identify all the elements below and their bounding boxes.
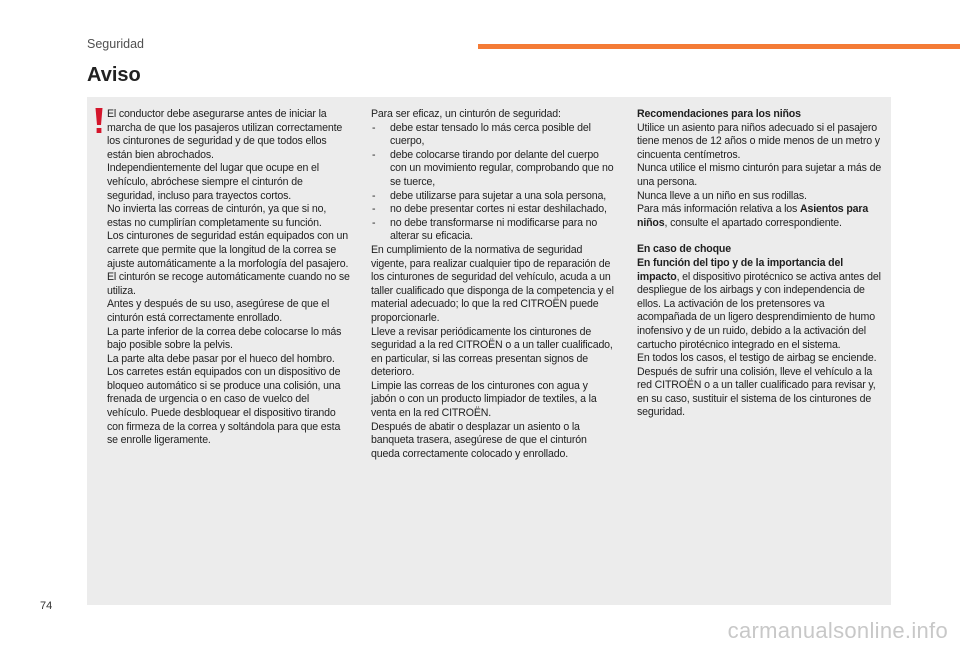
text-run: , consulte el apartado correspondiente. [664,216,842,229]
section-label: Seguridad [87,37,144,51]
list-intro: Para ser eficaz, un cinturón de seguridad: [371,108,561,120]
paragraph: El conductor debe asegurarse antes de iniciar la marcha de que los pasajeros utilizan correctamente los cinturones de seguridad y de que todos ellos están bien abrochados. [107,108,343,161]
paragraph: Los cinturones de seguridad están equipados con un carrete que permite que la longitud de la correa se ajuste automáticamente a la morfología del pasajero. El cinturón se recoge automáticamente cuando no se utiliza. [107,230,350,297]
paragraph: La parte alta debe pasar por el hueco del hombro. [107,352,335,365]
list-item: - debe colocarse tirando por delante del cuerpo con un movimiento regular, comprobando que no se tuerce, [371,149,614,190]
impact-subheading: En función del tipo y de la importancia del impacto [637,256,844,283]
page-title: Aviso [87,64,141,86]
paragraph [637,203,884,230]
paragraph: No invierta las correas de cinturón, ya que si no, estas no cumplirían completamente su función. [107,203,327,229]
section-accent-bar [478,44,960,49]
paragraph: Lleve a revisar periódicamente los cinturones de seguridad a la red CITROËN o a un taller cualificado, en particular, si las correas presentan signos de deterioro. [371,325,613,379]
paragraph [637,257,884,352]
warning-column-2 [371,108,614,461]
warning-column-1 [107,108,352,448]
watermark: carmanualsonline.info [727,618,948,643]
page-number: 74 [40,600,53,612]
paragraph: La parte inferior de la correa debe colocarse lo más bajo posible sobre la pelvis. [107,325,342,352]
kids-heading: Recomendaciones para los niños [637,108,801,120]
paragraph: Los carretes están equipados con un dispositivo de bloqueo automático si se produce una colisión, una frenada de urgencia o en caso de vuelco del vehículo. Puede desbloquear el dispositivo tirando con firmeza de la correa y soltándola para que esta se enrolle ligeramente. [107,366,341,447]
warning-column-3 [637,108,884,420]
paragraph: En cumplimiento de la normativa de seguridad vigente, para realizar cualquier tipo de reparación de los cinturones de seguridad del vehículo, acuda a un taller cualificado que disponga de la competencia y el material adecuado; lo que la red CITROËN puede proporcionarle. [371,243,614,324]
exclamation-icon [94,108,104,134]
child-seats-reference: Asientos para niños [637,203,869,229]
paragraph: Independientemente del lugar que ocupe en el vehículo, abróchese siempre el cinturón de seguridad, incluso para trayectos cortos. [107,162,319,202]
text-run: Para más información relativa a los [637,203,800,216]
paragraph: Utilice un asiento para niños adecuado si el pasajero tiene menos de 12 años o mide menos de un metro y cincuenta centímetros. [637,121,880,161]
paragraph: Limpie las correas de los cinturones con agua y jabón o con un producto limpiador de textiles, a la venta en la red CITROËN. [371,379,597,420]
paragraph: Después de sufrir una colisión, lleve el vehículo a la red CITROËN o a un taller cualificado para revisar y, en su caso, sustituir el sistema de los cinturones de seguridad. [637,365,876,419]
list-item: - no debe presentar cortes ni estar deshilachado, [371,203,614,217]
list-item: - no debe transformarse ni modificarse para no alterar su eficacia. [371,217,614,244]
paragraph: Nunca utilice el mismo cinturón para sujetar a más de una persona. [637,162,882,188]
belt-requirements-list [371,122,614,244]
list-item: - debe estar tensado lo más cerca posible del cuerpo, [371,122,614,149]
paragraph: Antes y después de su uso, asegúrese de que el cinturón está correctamente enrollado. [107,298,330,324]
list-item: - debe utilizarse para sujetar a una sola persona, [371,190,614,204]
text-run: , el dispositivo pirotécnico se activa antes del despliegue de los airbags y con independencia de ellos. La activación de los pretensores va acompañada de un ligero desprendimiento de humo inofensivo y de un ruido, debido a la activación del cartucho pirotécnico integrado en el sistema. [637,270,881,351]
crash-heading: En caso de choque [637,243,731,256]
paragraph: En todos los casos, el testigo de airbag se enciende. [637,352,877,365]
paragraph: Nunca lleve a un niño en sus rodillas. [637,189,807,202]
paragraph: Después de abatir o desplazar un asiento o la banqueta trasera, asegúrese de que el cinturón queda correctamente colocado y enrollado. [371,420,587,460]
